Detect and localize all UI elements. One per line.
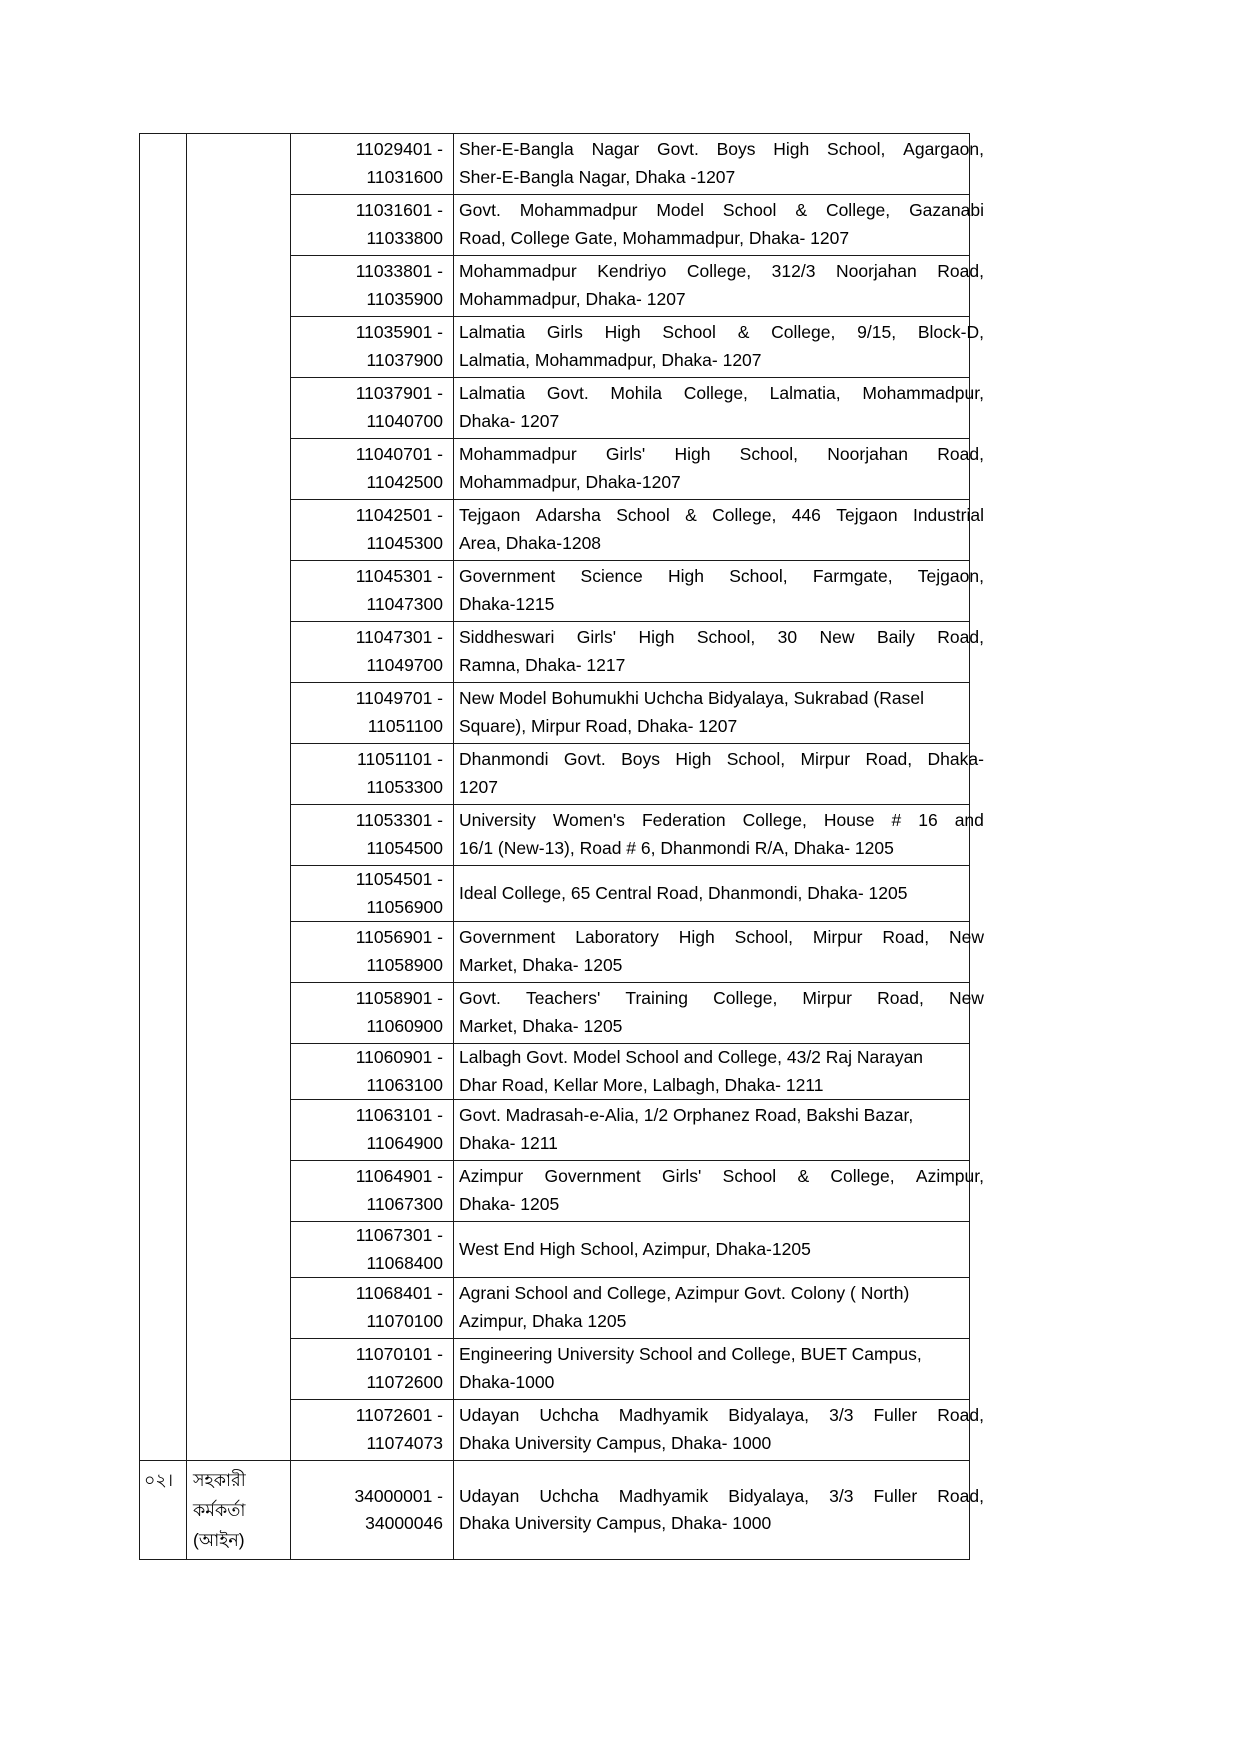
institution-line: Government Science High School, Farmgate, Tejgaon, <box>459 566 984 586</box>
institution-line: 16/1 (New-13), Road # 6, Dhanmondi R/A, Dhaka- 1205 <box>459 837 894 858</box>
roll-range-to: 11035900 <box>366 288 443 309</box>
institution-line: Govt. Mohammadpur Model School & College, Gazanabi <box>459 200 984 220</box>
institution-cell <box>454 1044 970 1100</box>
roll-range-to: 11047300 <box>366 593 443 614</box>
roll-range-cell <box>291 744 454 805</box>
roll-range-from: 11037901 - <box>355 383 443 403</box>
roll-range-to: 34000046 <box>365 1513 443 1533</box>
roll-range-to: 11070100 <box>366 1310 443 1331</box>
roll-range-to: 11058900 <box>366 954 443 975</box>
institution-line: Market, Dhaka- 1205 <box>459 954 623 975</box>
institution-cell <box>454 256 984 317</box>
roll-range-to: 11040700 <box>366 410 443 431</box>
institution-line: Lalbagh Govt. Model School and College, 43/2 Raj Narayan <box>459 1047 924 1067</box>
institution-cell <box>454 922 984 983</box>
roll-range-cell <box>291 683 454 744</box>
institution-cell <box>454 500 984 561</box>
roll-range-cell <box>291 256 454 317</box>
institution-line: Lalmatia Girls High School & College, 9/15, Block-D, <box>459 322 984 342</box>
roll-range-cell <box>291 195 454 256</box>
institution-line: Agrani School and College, Azimpur Govt. Colony ( North) <box>459 1283 910 1303</box>
serial-number-cell-continued <box>140 134 187 1461</box>
institution-cell <box>454 1100 970 1161</box>
roll-range-cell <box>291 378 454 439</box>
roll-range-to: 11063100 <box>366 1074 443 1095</box>
roll-range-to: 11060900 <box>366 1015 443 1036</box>
roll-range-cell <box>291 1461 454 1560</box>
institution-line: Mohammadpur, Dhaka- 1207 <box>459 288 686 309</box>
institution-line: Lalmatia, Mohammadpur, Dhaka- 1207 <box>459 349 762 370</box>
institution-line: Dhar Road, Kellar More, Lalbagh, Dhaka- 1211 <box>459 1074 824 1095</box>
roll-range-to: 11031600 <box>366 166 443 187</box>
institution-line: Area, Dhaka-1208 <box>459 532 602 553</box>
roll-range-from: 11040701 - <box>355 444 443 464</box>
institution-line: Dhaka University Campus, Dhaka- 1000 <box>459 1513 772 1533</box>
table-row <box>140 134 970 195</box>
roll-range-cell <box>291 439 454 500</box>
roll-range-to: 11037900 <box>366 349 443 370</box>
institution-cell <box>454 439 984 500</box>
roll-range-to: 11064900 <box>366 1132 443 1153</box>
roll-range-cell <box>291 805 454 866</box>
roll-range-from: 34000001 - <box>354 1485 443 1506</box>
roll-range-to: 11067300 <box>366 1193 443 1214</box>
roll-range-to: 11068400 <box>366 1252 443 1273</box>
institution-line: Tejgaon Adarsha School & College, 446 Tejgaon Industrial <box>459 505 984 525</box>
roll-range-from: 11072601 - <box>355 1405 443 1425</box>
institution-cell <box>454 1222 970 1278</box>
roll-range-from: 11049701 - <box>355 688 443 708</box>
institution-line: Azimpur Government Girls' School & College, Azimpur, <box>459 1166 984 1186</box>
institution-cell <box>454 744 984 805</box>
roll-range-to: 11051100 <box>367 715 443 736</box>
roll-range-from: 11070101 - <box>355 1344 443 1364</box>
institution-cell <box>454 1161 984 1222</box>
roll-range-cell <box>291 134 454 195</box>
roll-range-cell <box>291 1278 454 1339</box>
roll-range-from: 11058901 - <box>355 988 443 1008</box>
institution-line: Govt. Teachers' Training College, Mirpur Road, New <box>459 988 984 1008</box>
roll-range-cell <box>291 317 454 378</box>
institution-line: Dhaka-1000 <box>459 1371 555 1392</box>
serial-number-cell <box>140 1461 187 1560</box>
institution-line: Govt. Madrasah-e-Alia, 1/2 Orphanez Road, Bakshi Bazar, <box>459 1105 914 1125</box>
roll-range-cell <box>291 1339 454 1400</box>
roll-range-from: 11045301 - <box>355 566 443 586</box>
roll-range-cell <box>291 983 454 1044</box>
institution-cell <box>454 1278 970 1339</box>
roll-range-to: 11045300 <box>366 532 443 553</box>
institution-cell <box>454 983 984 1044</box>
roll-range-from: 11068401 - <box>355 1283 443 1303</box>
roll-range-from: 11033801 - <box>355 261 443 281</box>
institution-line: University Women's Federation College, House # 16 and <box>459 810 984 830</box>
serial-number: ০২। <box>144 1470 174 1490</box>
institution-line: Dhaka University Campus, Dhaka- 1000 <box>459 1432 772 1453</box>
roll-range-from: 11067301 - <box>355 1225 443 1245</box>
roll-range-from: 11060901 - <box>355 1047 443 1067</box>
institution-line: Dhaka- 1211 <box>459 1132 558 1153</box>
institution-line: Market, Dhaka- 1205 <box>459 1015 623 1036</box>
roll-range-cell <box>291 922 454 983</box>
post-name-cell-continued <box>187 134 291 1461</box>
roll-range-from: 11047301 - <box>355 627 443 647</box>
institution-line: Government Laboratory High School, Mirpur Road, New <box>459 927 984 947</box>
institution-line: Lalmatia Govt. Mohila College, Lalmatia, Mohammadpur, <box>459 383 984 403</box>
table-body <box>140 134 984 1560</box>
institution-line: Udayan Uchcha Madhyamik Bidyalaya, 3/3 Fuller Road, <box>459 1405 984 1425</box>
institution-cell <box>454 683 970 744</box>
institution-line: Road, College Gate, Mohammadpur, Dhaka- 1207 <box>459 227 850 248</box>
institution-cell <box>454 134 984 195</box>
institution-line: Mohammadpur, Dhaka-1207 <box>459 471 681 492</box>
institution-line: Sher-E-Bangla Nagar Govt. Boys High School, Agargaon, <box>459 139 984 159</box>
roll-range-from: 11051101 - <box>357 749 443 769</box>
post-name-line-2: কর্মকর্তা <box>193 1500 246 1520</box>
roll-range-institution-table <box>139 133 984 1560</box>
institution-line: Dhaka- 1207 <box>459 410 560 431</box>
roll-range-to: 11049700 <box>366 654 443 675</box>
roll-range-to: 11054500 <box>366 837 443 858</box>
institution-line: Sher-E-Bangla Nagar, Dhaka -1207 <box>459 166 736 187</box>
roll-range-to: 11042500 <box>366 471 443 492</box>
post-name-cell <box>187 1461 291 1560</box>
institution-line: Dhanmondi Govt. Boys High School, Mirpur Road, Dhaka- <box>459 749 984 769</box>
roll-range-cell <box>291 1100 454 1161</box>
roll-range-cell <box>291 1044 454 1100</box>
institution-line: 1207 <box>459 776 498 797</box>
roll-range-cell <box>291 500 454 561</box>
institution-cell <box>454 317 984 378</box>
roll-range-cell <box>291 1400 454 1461</box>
table-row-last <box>140 1461 970 1560</box>
roll-range-from: 11031601 - <box>355 200 443 220</box>
roll-range-cell <box>291 561 454 622</box>
roll-range-from: 11056901 - <box>355 927 443 947</box>
institution-line: Square), Mirpur Road, Dhaka- 1207 <box>459 715 738 736</box>
institution-line: Dhaka- 1205 <box>459 1193 560 1214</box>
roll-range-cell <box>291 1161 454 1222</box>
roll-range-to: 11033800 <box>366 227 443 248</box>
institution-cell <box>454 378 984 439</box>
institution-cell <box>454 561 984 622</box>
institution-cell <box>454 1400 984 1461</box>
roll-range-from: 11053301 - <box>355 810 443 830</box>
roll-range-from: 11042501 - <box>355 505 443 525</box>
roll-range-from: 11063101 - <box>355 1105 443 1125</box>
roll-range-from: 11064901 - <box>355 1166 443 1186</box>
roll-range-to: 11074073 <box>366 1432 443 1453</box>
institution-line: Udayan Uchcha Madhyamik Bidyalaya, 3/3 Fuller Road, <box>459 1485 984 1506</box>
roll-range-to: 11053300 <box>366 776 443 797</box>
roll-range-from: 11035901 - <box>355 322 443 342</box>
post-name-line-1: সহকারী <box>193 1470 246 1490</box>
institution-line: Ideal College, 65 Central Road, Dhanmondi, Dhaka- 1205 <box>459 882 908 903</box>
institution-cell <box>454 195 984 256</box>
institution-cell <box>454 1339 970 1400</box>
institution-line: Dhaka-1215 <box>459 593 555 614</box>
roll-range-to: 11072600 <box>366 1371 443 1392</box>
institution-line: Azimpur, Dhaka 1205 <box>459 1310 627 1331</box>
roll-range-to: 11056900 <box>366 896 443 917</box>
institution-line: Mohammadpur Kendriyo College, 312/3 Noorjahan Road, <box>459 261 984 281</box>
institution-cell <box>454 1461 984 1560</box>
post-name-line-3: (আইন) <box>193 1530 245 1550</box>
institution-line: New Model Bohumukhi Uchcha Bidyalaya, Sukrabad (Rasel <box>459 688 924 708</box>
roll-range-from: 11054501 - <box>355 869 443 889</box>
institution-cell <box>454 805 984 866</box>
roll-range-cell <box>291 622 454 683</box>
institution-cell <box>454 866 970 922</box>
institution-line: West End High School, Azimpur, Dhaka-1205 <box>459 1238 811 1259</box>
institution-cell <box>454 622 984 683</box>
institution-line: Ramna, Dhaka- 1217 <box>459 654 626 675</box>
roll-range-from: 11029401 - <box>355 139 443 159</box>
institution-line: Engineering University School and College, BUET Campus, <box>459 1344 922 1364</box>
roll-range-cell <box>291 866 454 922</box>
roll-range-cell <box>291 1222 454 1278</box>
institution-line: Mohammadpur Girls' High School, Noorjahan Road, <box>459 444 984 464</box>
institution-line: Siddheswari Girls' High School, 30 New Baily Road, <box>459 627 984 647</box>
